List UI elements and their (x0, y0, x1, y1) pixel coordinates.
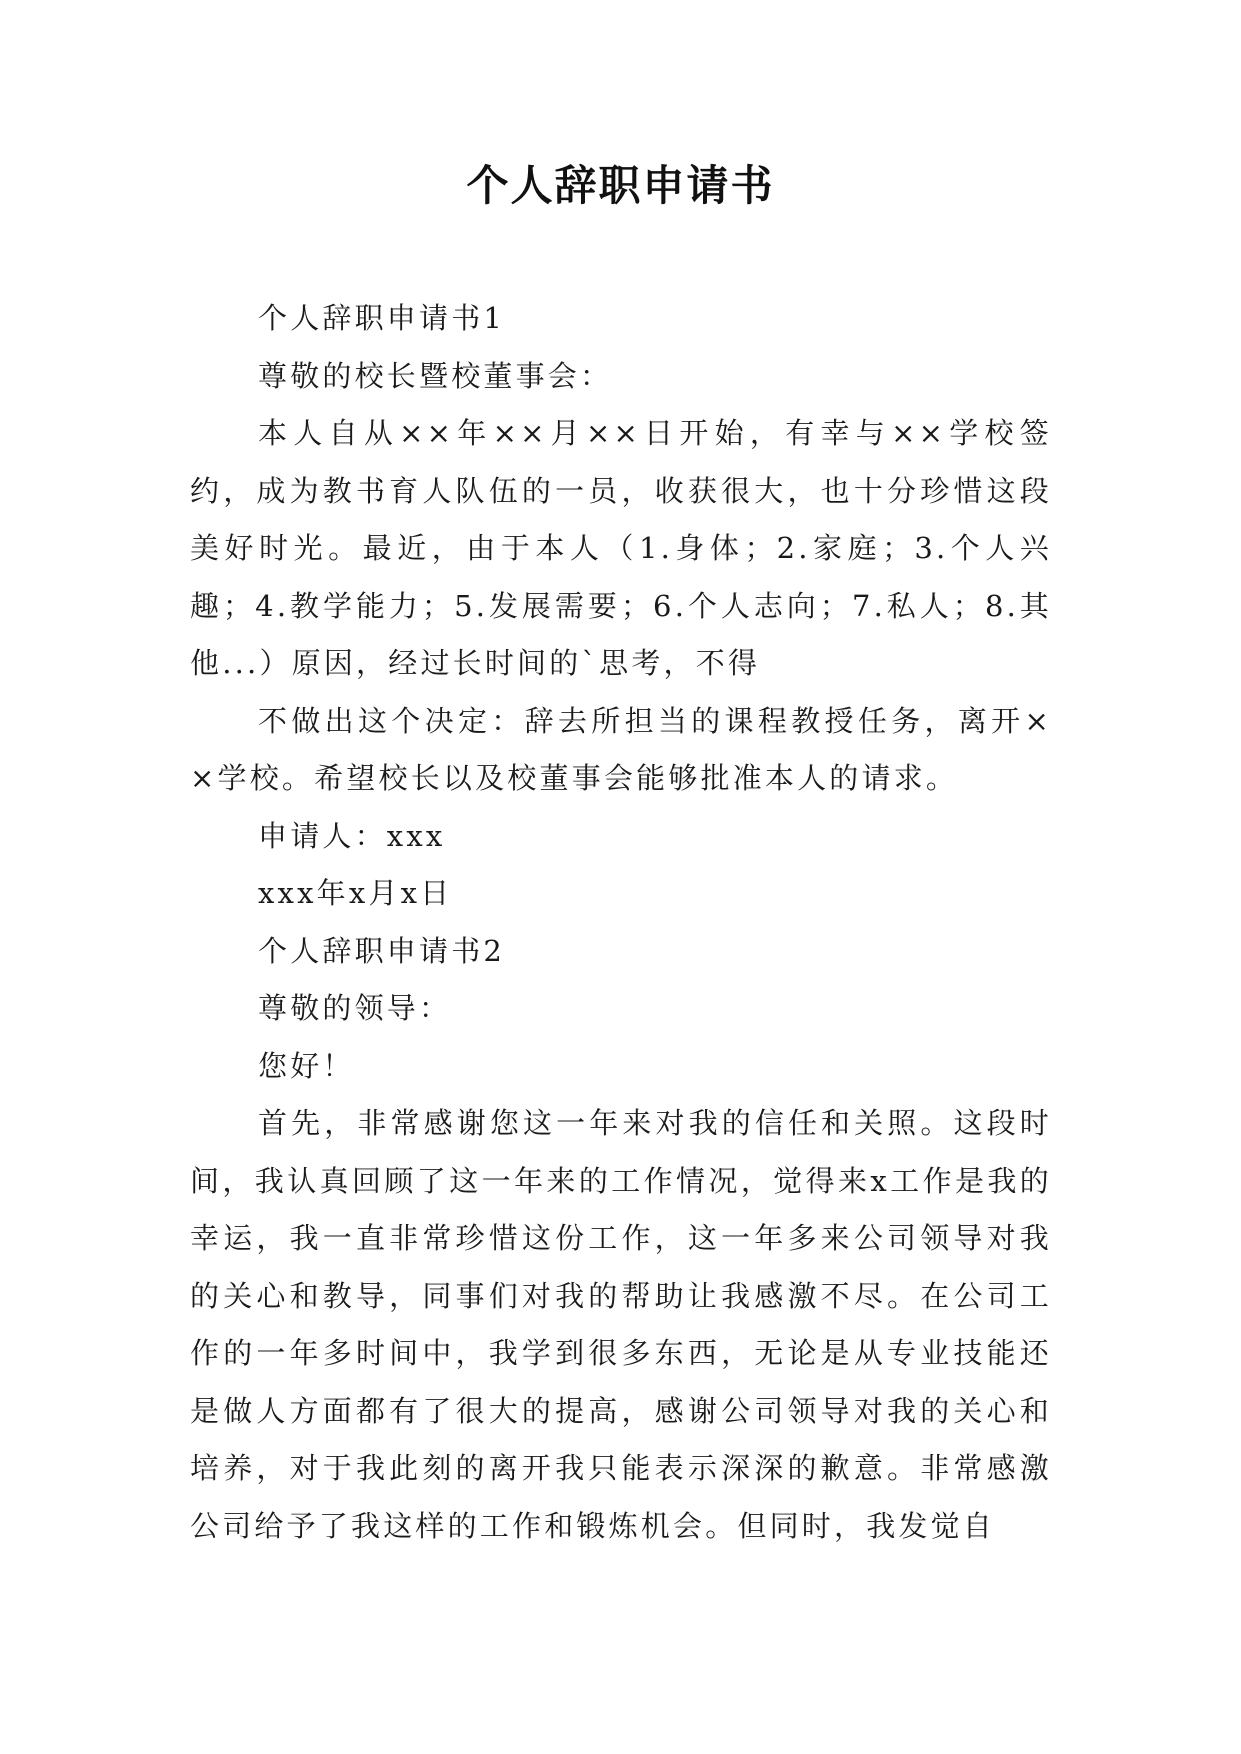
section-heading-2: 个人辞职申请书2 (258, 933, 506, 968)
body-paragraph: 本人自从××年××月××日开始，有幸与××学校签约，成为教书育人队伍的一员，收获很大，也十分珍惜这段美好时光。最近，由于本人（1.身体；2.家庭；3.个人兴趣；4.教学能力；5.发展需要；6.个人志向；7.私人；8.其他...）原因，经过长时间的`思考，不得 (190, 416, 1052, 680)
section-heading-1: 个人辞职申请书1 (258, 301, 506, 335)
applicant-line: 申请人：xxx (258, 818, 446, 853)
document-body (190, 290, 1052, 1555)
date-line: xxx年x月x日 (258, 876, 453, 910)
salutation-1: 尊敬的校长暨校董事会： (258, 358, 613, 393)
body-paragraph: 首先，非常感谢您这一年来对我的信任和关照。这段时间，我认真回顾了这一年来的工作情况，觉得来x工作是我的幸运，我一直非常珍惜这份工作，这一年多来公司领导对我的关心和教导，同事们对我的帮助让我感激不尽。在公司工作的一年多时间中，我学到很多东西，无论是从专业技能还是做人方面都有了很大的提高，感谢公司领导对我的关心和培养，对于我此刻的离开我只能表示深深的歉意。非常感激公司给予了我这样的工作和锻炼机会。但同时，我发觉自 (190, 1106, 1052, 1543)
greeting: 您好！ (258, 1048, 355, 1083)
document-title: 个人辞职申请书 (466, 161, 775, 210)
body-paragraph: 不做出这个决定：辞去所担当的课程教授任务，离开××学校。希望校长以及校董事会能够批准本人的请求。 (190, 703, 1052, 795)
salutation-2: 尊敬的领导： (258, 991, 452, 1025)
